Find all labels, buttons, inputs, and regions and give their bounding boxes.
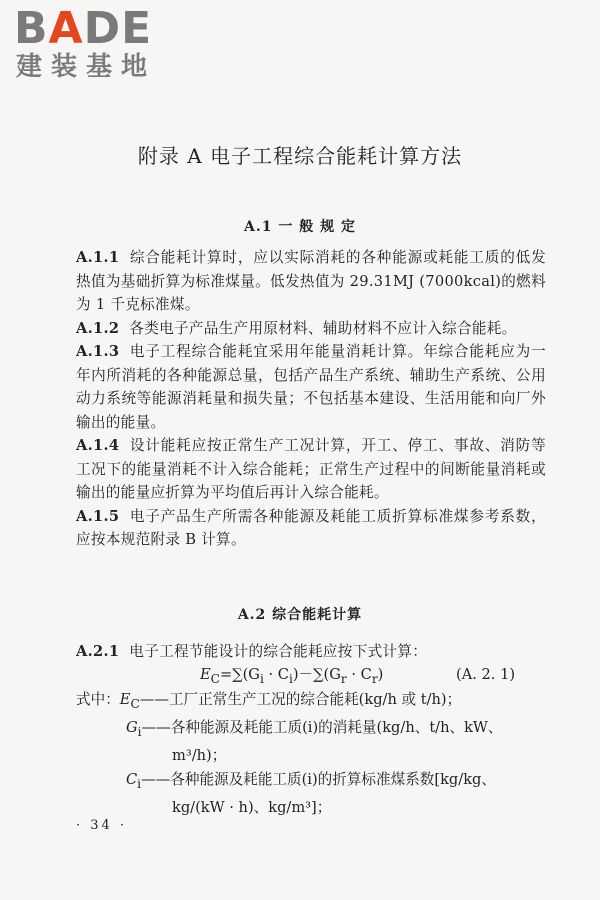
bade-logo (14, 3, 157, 82)
dash: —— (139, 691, 169, 708)
symbol-definitions (76, 688, 556, 820)
clause-text: 设计能耗应按正常生产工况计算，开工、停工、事故、消防等工况下的能量消耗不计入综合能耗；正常生产过程中的间断能量消耗或输出的能量应折算为平均值后再计入综合能耗。 (76, 437, 546, 501)
logo-de: DE (83, 3, 153, 54)
symbol-sub: i (137, 776, 142, 791)
section-a1-body (76, 246, 546, 552)
section-heading-a2: A.2 综合能耗计算 (237, 607, 363, 623)
symbol-sub: i (137, 724, 142, 739)
formula-lhs-sub: C (210, 671, 220, 686)
clause-text: 各类电子产品生产用原材料、辅助材料不应计入综合能耗。 (129, 319, 517, 337)
dash: —— (141, 770, 171, 788)
symbol: C (126, 770, 138, 788)
logo-a-accent: A (48, 3, 84, 54)
section-heading-a1: A.1 一 般 规 定 (244, 219, 356, 235)
formula-part: =∑(G (219, 666, 260, 683)
definition-ec (76, 688, 556, 716)
appendix-title: 附录 A 电子工程综合能耗计算方法 (137, 144, 463, 168)
formula-sub: r (340, 671, 347, 686)
dash: —— (141, 718, 171, 736)
clause-a-1-2 (76, 317, 546, 341)
clause-text: 电子产品生产所需各种能源及耗能工质折算标准煤参考系数，应按本规范附录 B 计算。 (76, 507, 546, 548)
formula-sub: i (259, 671, 264, 686)
where-label: 式中： (76, 691, 120, 708)
clause-a-2-1 (76, 640, 546, 664)
formula-part: )－∑(G (292, 666, 341, 683)
symbol-sub: C (130, 696, 140, 711)
clause-number: A.1.5 (76, 507, 120, 525)
clause-text: 综合能耗计算时，应以实际消耗的各种能源或耗能工质的低发热值为基础折算为标准煤量。低发热值为 29.31MJ (7000kcal)的燃料为 1 千克标准煤。 (76, 249, 546, 313)
definition-gi-cont: m³/h)； (172, 746, 227, 764)
symbol: G (126, 718, 138, 736)
clause-a-1-3 (76, 340, 546, 434)
clause-a-1-4 (76, 434, 546, 505)
clause-number: A.1.3 (76, 343, 120, 360)
logo-b: B (14, 3, 49, 54)
formula-expression: $E_C=\sum(G_i \cdot C_i)-\sum(G_r \cdot C_r)$ (200, 666, 384, 686)
definition-text: 工厂正常生产工况的综合能耗(kg/h 或 t/h)； (168, 691, 462, 708)
clause-number: A.2.1 (76, 643, 120, 660)
definition-ci (76, 768, 556, 796)
clause-number: A.1.2 (76, 319, 120, 337)
definition-gi (76, 716, 556, 744)
formula-part: · C (263, 666, 289, 683)
definition-text: 各种能源及耗能工质(i)的消耗量(kg/h、t/h、kW、 (170, 718, 503, 736)
clause-text: 电子工程节能设计的综合能耗应按下式计算： (129, 643, 428, 660)
clause-a-1-1 (76, 246, 546, 317)
clause-text: 电子工程综合能耗宜采用年能量消耗计算。年综合能耗应为一年内所消耗的各种能源总量，包括产品生产系统、辅助生产系统、公用动力系统等能源消耗量和损失量；不包括基本建设、生活用能和向厂外输出的能量。 (76, 343, 546, 431)
logo-subtitle: 建装基地 (16, 52, 157, 82)
logo-brand (14, 3, 156, 54)
clause-number: A.1.4 (76, 437, 120, 454)
page-number: · 34 · (76, 818, 128, 833)
definition-ci-cont: kg/(kW · h)、kg/m³]； (172, 798, 332, 816)
formula-part: ) (377, 666, 384, 683)
clause-a-1-5 (76, 505, 546, 552)
formula-number: (A. 2. 1) (456, 666, 516, 683)
symbol: E (119, 691, 131, 708)
clause-number: A.1.1 (76, 249, 120, 266)
definition-text: 各种能源及耗能工质(i)的折算标准煤系数[kg/kg、 (170, 770, 496, 788)
formula-lhs: E (200, 666, 211, 683)
